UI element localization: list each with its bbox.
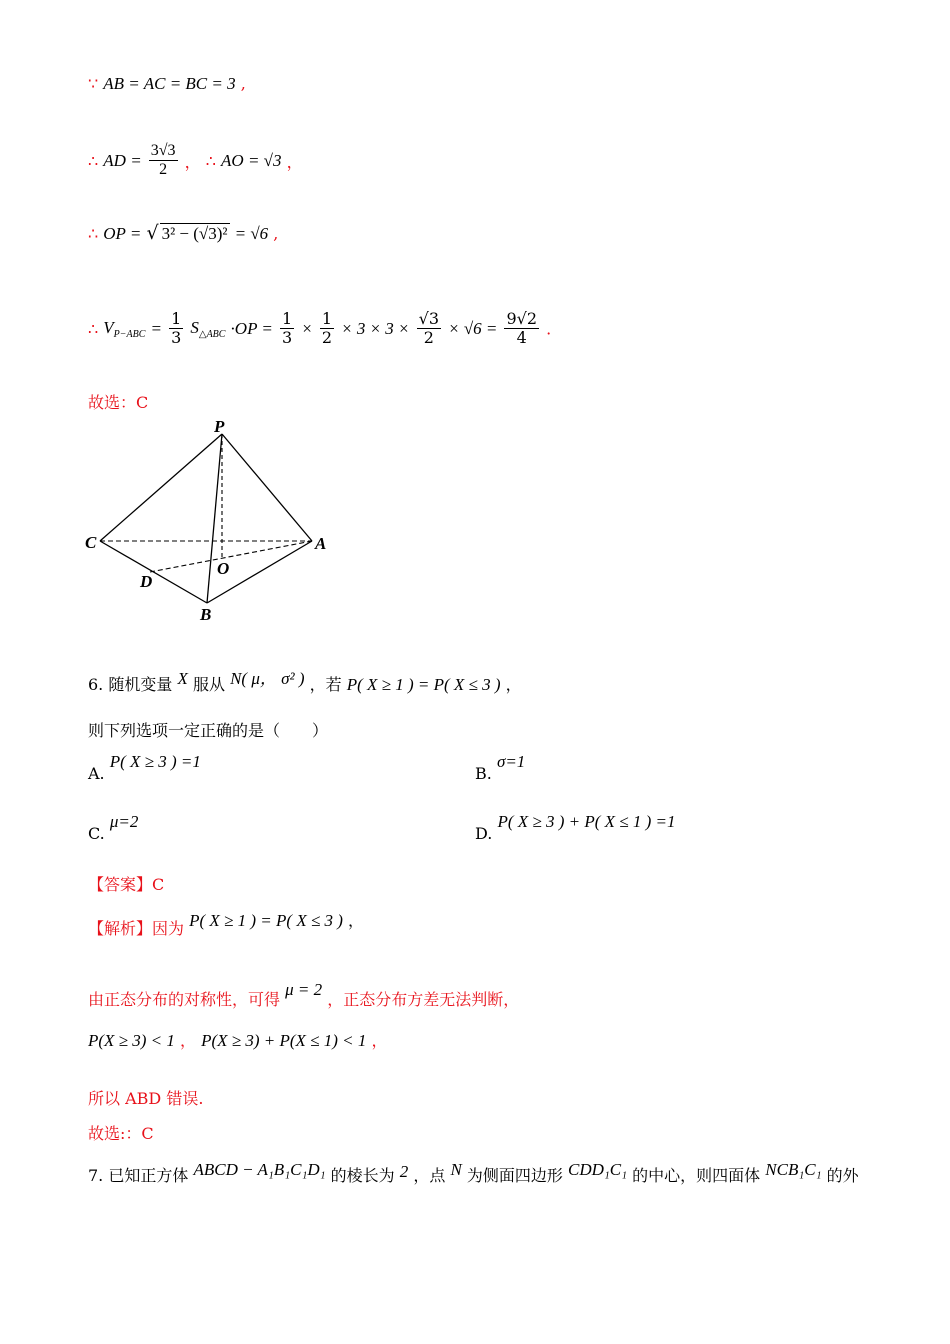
answer-line [88, 872, 164, 895]
question-text: 的棱长为 [330, 1166, 395, 1185]
edge-length: 2 [399, 1162, 409, 1181]
step-2-expr2: AO = √3 [221, 150, 282, 170]
step-2-tail: ， [286, 152, 303, 172]
point-name: N [450, 1160, 462, 1179]
volume-letter: V [103, 317, 114, 337]
step-4-tail: . [546, 319, 552, 339]
fraction-4 [417, 310, 441, 348]
step-3-rhs: = √6 [234, 224, 269, 243]
edge-cb [100, 541, 207, 603]
option-label: D. [475, 824, 493, 843]
denominator: 3 [171, 328, 182, 348]
step-2-sep: ， [184, 152, 201, 172]
option-d[interactable] [475, 812, 675, 843]
option-expr: P( X ≥ 3 ) =1 [109, 752, 201, 771]
option-label: C. [88, 824, 105, 843]
analysis-line [88, 908, 364, 939]
separator: ， [180, 1031, 197, 1050]
label-a: A [315, 534, 327, 553]
cube-name: ABCD − A₁B₁C₁D₁ [193, 1160, 326, 1179]
numerator: √3 [418, 309, 439, 328]
denominator: 3 [281, 328, 293, 348]
edge-pc [100, 434, 222, 541]
inequality-1: P(X ≥ 3) < 1 [88, 1031, 175, 1050]
question-text: ， [505, 675, 522, 694]
question-text: 随机变量 [108, 675, 173, 694]
normal-distribution: N( μ， σ² ) [230, 669, 305, 688]
tetrahedron-name: NCB₁C₁ [765, 1160, 822, 1179]
label-p: P [214, 417, 225, 436]
option-label: B. [475, 764, 492, 783]
analysis-line-2 [88, 980, 519, 1010]
numerator: 9√2 [506, 309, 538, 328]
fraction-2 [280, 310, 294, 348]
numerator: 1 [321, 309, 333, 328]
answer-value: C [152, 875, 165, 894]
step-line-3 [88, 222, 278, 244]
step-line-4 [88, 310, 551, 348]
because-symbol: ∵ [88, 74, 99, 93]
question-6-stem [88, 664, 522, 695]
choose-answer-line: 故选：C [88, 393, 149, 412]
step-3-tail: , [273, 224, 279, 243]
tetrahedron-figure [80, 412, 340, 627]
therefore-symbol: ∴ [88, 224, 99, 243]
question-text: 已知正方体 [108, 1166, 189, 1185]
step-1-expr: AB = AC = BC = 3 [103, 74, 236, 93]
op-term: ·OP = [230, 318, 273, 338]
therefore-symbol: ∴ [88, 319, 99, 339]
analysis-expr: P( X ≥ 1 ) = P( X ≤ 3 ) [189, 911, 343, 930]
equals-sign: = [150, 318, 162, 338]
area-letter: S [190, 317, 199, 337]
fraction-1 [169, 310, 183, 348]
question-text: 服从 [192, 675, 225, 694]
analysis-line-3 [88, 1028, 388, 1051]
answer-tag: 【答案】 [88, 875, 153, 894]
face-name: CDD₁C₁ [568, 1160, 628, 1179]
step-3-root: 3² − (√3)² [161, 224, 228, 243]
question-text: ，若 [309, 675, 342, 694]
option-label: A. [88, 764, 105, 783]
fraction-5 [504, 310, 539, 348]
times-sign: × [301, 318, 313, 338]
radical-sign: √ [146, 222, 159, 244]
product-end: × √6 = [448, 318, 498, 338]
line-tail: ， [371, 1031, 388, 1050]
therefore-symbol: ∴ [88, 151, 99, 171]
label-b: B [200, 605, 212, 624]
symmetry-text: 由正态分布的对称性，可得 [88, 990, 281, 1009]
question-text: 的外 [826, 1166, 859, 1185]
analysis-tag: 【解析】 [88, 919, 153, 938]
step-1-tail: , [240, 74, 246, 93]
option-expr: P( X ≥ 3 ) + P( X ≤ 1 ) =1 [497, 812, 676, 831]
option-expr: μ=2 [109, 812, 139, 831]
question-7-stem [88, 1160, 859, 1186]
question-6-prompt: 则下列选项一定正确的是（ ） [88, 721, 329, 740]
therefore-symbol-2: ∴ [205, 151, 216, 171]
denominator: 4 [516, 328, 527, 348]
option-expr: σ=1 [496, 752, 526, 771]
option-a[interactable] [88, 752, 201, 783]
step-line-2 [88, 142, 303, 180]
fraction-denominator: 2 [159, 161, 168, 179]
question-text: 的中心，则四面体 [632, 1166, 761, 1185]
question-text: ，点 [413, 1166, 446, 1185]
question-number: 6. [88, 675, 104, 694]
volume-symbol [103, 317, 146, 340]
question-number: 7. [88, 1166, 104, 1185]
analysis-tail: ， [348, 911, 365, 930]
denominator: 2 [321, 328, 333, 348]
fraction-numerator: 3√3 [149, 142, 178, 161]
area-subscript: △ABC [198, 328, 226, 340]
label-o: O [217, 559, 230, 578]
variance-text: ，正态分布方差无法判断， [327, 990, 520, 1009]
step-2-lhs: AD = [103, 150, 142, 170]
option-c[interactable] [88, 812, 138, 843]
random-variable: X [177, 669, 188, 688]
edge-pa [222, 434, 312, 541]
label-c: C [85, 533, 97, 552]
question-text: 为侧面四边形 [466, 1166, 563, 1185]
step-2-fraction [149, 142, 178, 180]
option-b[interactable] [475, 752, 525, 783]
analysis-text: 因为 [152, 919, 185, 938]
step-3-lhs: OP = [103, 224, 142, 243]
fraction-3 [320, 310, 334, 348]
product-middle: × 3 × 3 × [341, 318, 410, 338]
probability-condition: P( X ≥ 1 ) = P( X ≤ 3 ) [346, 675, 501, 694]
inequality-2: P(X ≥ 3) + P(X ≤ 1) < 1 [201, 1031, 367, 1050]
mu-value: μ = 2 [285, 980, 323, 999]
step-line-1 [88, 74, 246, 94]
volume-subscript: P−ABC [113, 328, 146, 340]
analysis-line-5: 故选:：C [88, 1124, 154, 1143]
denominator: 2 [423, 328, 434, 348]
analysis-line-4: 所以 ABD 错误. [88, 1089, 204, 1108]
segment-ad-hidden [150, 541, 312, 572]
numerator: 1 [281, 309, 293, 328]
label-d: D [140, 572, 153, 591]
numerator: 1 [171, 309, 182, 328]
area-symbol [190, 317, 226, 340]
